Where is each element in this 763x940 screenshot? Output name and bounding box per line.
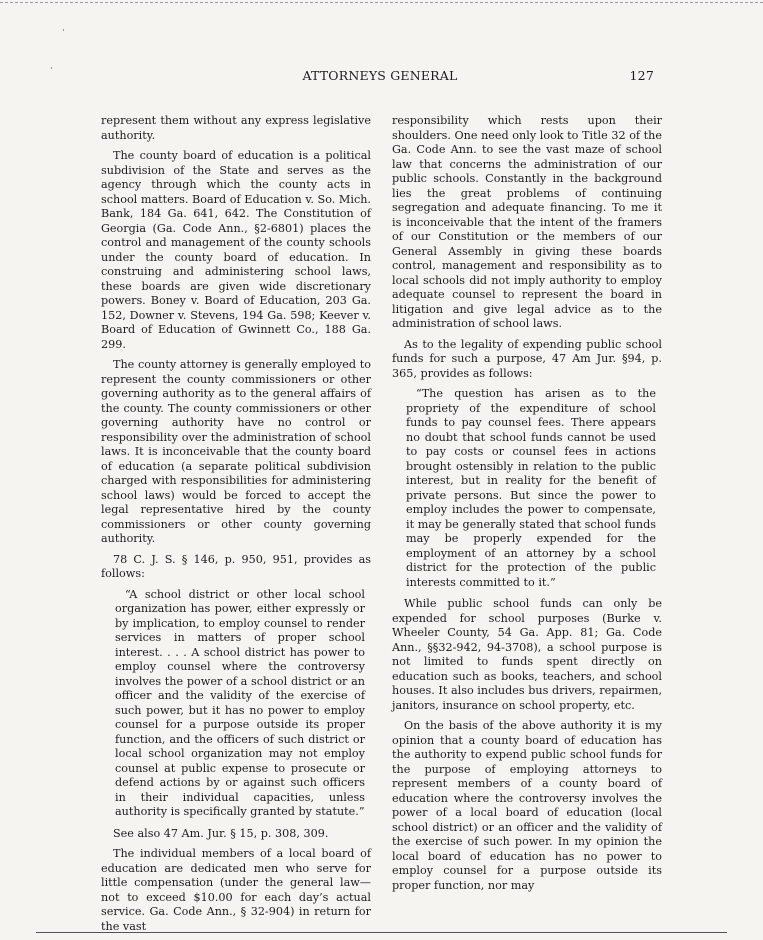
paragraph: represent them without any express legislative authority. <box>101 114 371 142</box>
paragraph: While public school funds can only be expended for school purposes (Burke v. Wheeler County, 54 Ga. App. 81; Ga. Code Ann., §§32-942, 94-3708), a school purpose is not limited to funds spent directly on education such as books, teachers, and school houses. It also includes bus drivers, repairmen, janitors, insurance on school property, etc. <box>392 597 662 712</box>
block-quote: “The question has arisen as to the propriety of the expenditure of school funds to pay counsel fees. There appears no doubt that school funds cannot be used to pay costs or counsel fees in actions brought ostensibly in relation to the public interest, but in reality for the benefit of private persons. But since the power to employ includes the power to compensate, it may be generally stated that school funds may be properly expended for the employment of an attorney by a school district for the protection of the public interests committed to it.” <box>406 387 656 589</box>
scan-speck: · <box>62 26 65 36</box>
paragraph: The county board of education is a political subdivision of the State and serves as the agency through which the county acts in school matters. Board of Education v. So. Mich. Bank, 184 Ga. 641, 642. The Constitution of Georgia (Ga. Code Ann., §2-6801) places the control and management of the county schools under the county board of education. In construing and administering school laws, these boards are given wide discretionary powers. Boney v. Board of Education, 203 Ga. 152, Downer v. Stevens, 194 Ga. 598; Keever v. Board of Education of Gwinnett Co., 188 Ga. 299. <box>101 149 371 351</box>
left-column <box>101 114 371 940</box>
scan-top-edge <box>0 2 763 3</box>
right-column <box>392 114 662 899</box>
running-head: ATTORNEYS GENERAL <box>302 68 458 83</box>
page-header <box>100 68 660 88</box>
paragraph: As to the legality of expending public school funds for such a purpose, 47 Am Jur. §94, p. 365, provides as follows: <box>392 337 662 380</box>
block-quote: “A school district or other local school organization has power, either expressly or by implication, to employ counsel to render services in matters of proper school interest. . . . A school district has power to employ counsel where the controversy involves the power of a school district or an officer and the validity of the exercise of such power, but it has no power to employ counsel for a purpose outside its proper function, and the officers of such district or local school organization may not employ counsel at public expense to prosecute or defend actions by or against such officers in their individual capacities, unless authority is specifically granted by statute.” <box>115 587 365 818</box>
paragraph: 78 C. J. S. § 146, p. 950, 951, provides as follows: <box>101 552 371 580</box>
paragraph: The individual members of a local board of education are dedicated men who serve for little compensation (under the general law—not to exceed $10.00 for each day’s actual service. Ga. Code Ann., § 32-904) in return for the vast <box>101 847 371 933</box>
paragraph: The county attorney is generally employed to represent the county commissioners or other governing authority as to the general affairs of the county. The county commissioners or other governing authority have no control or responsibility over the administration of school laws. It is inconceivable that the county board of education (a separate political subdivision charged with responsibilities for administering school laws) would be forced to accept the legal representative hired by the county commissioners or other county governing authority. <box>101 358 371 545</box>
scan-bottom-rule <box>36 932 727 933</box>
scan-speck: · <box>50 64 53 74</box>
paragraph: See also 47 Am. Jur. § 15, p. 308, 309. <box>113 826 329 840</box>
page-number: 127 <box>629 68 654 83</box>
paragraph: responsibility which rests upon their shoulders. One need only look to Title 32 of the Ga. Code Ann. to see the vast maze of school law that concerns the administration of our public schools. Constantly in the background lies the great problems of continuing segregation and adequate financing. To me it is inconceivable that the intent of the framers of our Constitution or the members of our General Assembly in giving these boards control, management and responsibility as to local schools did not imply authority to employ adequate counsel to represent the board in litigation and give legal advice as to the administration of school laws. <box>392 114 662 330</box>
paragraph: On the basis of the above authority it is my opinion that a county board of education has the authority to expend public school funds for the purpose of employing attorneys to represent members of a county board of education where the controversy involves the power of a local board of education (local school district) or an officer and the validity of the exercise of such power. In my opinion the local board of education has no power to employ counsel for a purpose outside its proper function, nor may <box>392 719 662 892</box>
